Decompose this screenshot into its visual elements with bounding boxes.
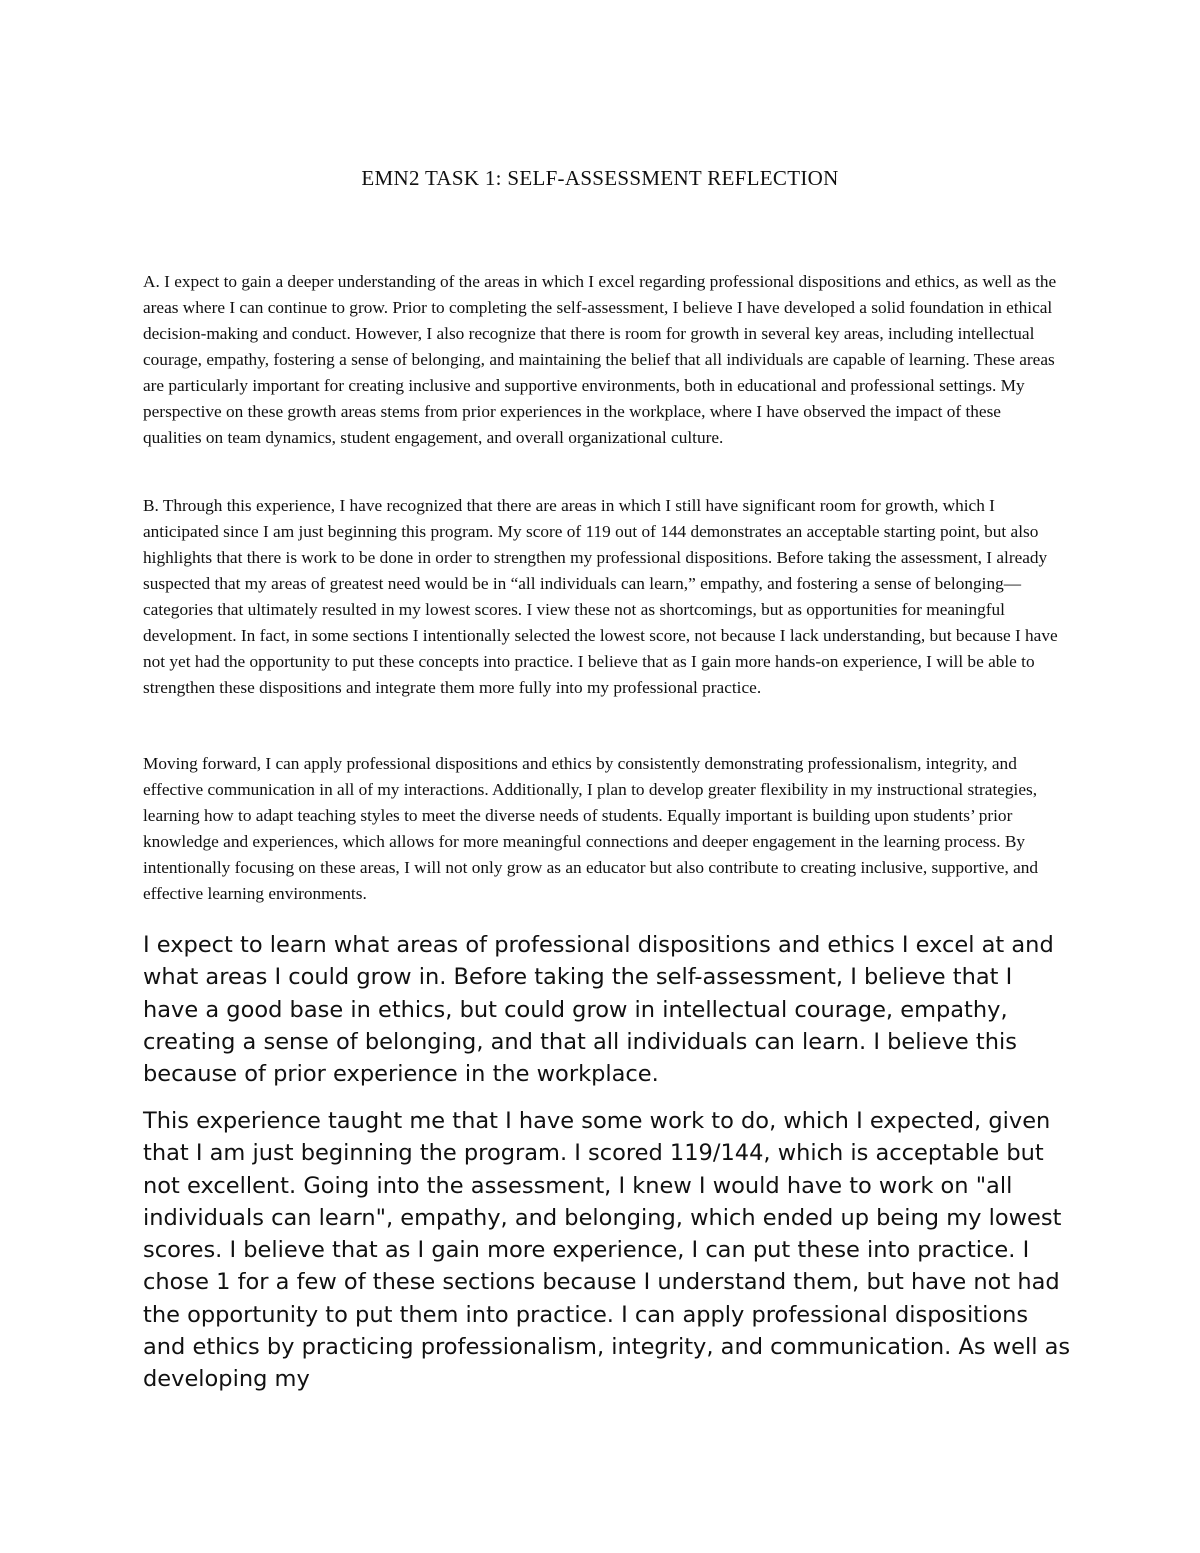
document-title: EMN2 TASK 1: SELF-ASSESSMENT REFLECTION [361,166,839,190]
draft-paragraph-2: This experience taught me that I have some work to do, which I expected, given that I am just beginning the program. I scored 119/144, which is acceptable but not excellent. Going into the assessment, I knew I would have to work on "all individuals can learn", empathy, and belonging, which ended up being my lowest scores. I believe that as I gain more experience, I can put these into practice. I chose 1 for a few of these sections because I understand them, but have not had the opportunity to put them into practice. I can apply professional dispositions and ethics by practicing professionalism, integrity, and communication. As well as developing my [143,1108,1071,1393]
paragraph-b: B. Through this experience, I have recognized that there are areas in which I still have significant room for growth, which I anticipated since I am just beginning this program. My score of 119 out of 144 demonstrates an acceptable starting point, but also highlights that there is work to be done in order to strengthen my professional dispositions. Before taking the assessment, I already suspected that my areas of greatest need would be in “all individuals can learn,” empathy, and fostering a sense of belonging—categories that ultimately resulted in my lowest scores. I view these not as shortcomings, but as opportunities for meaningful development. In fact, in some sections I intentionally selected the lowest score, not because I lack understanding, but because I have not yet had the opportunity to put these concepts into practice. I believe that as I gain more hands-on experience, I will be able to strengthen these dispositions and integrate them more fully into my professional practice. [143,496,1058,697]
paragraph-c: Moving forward, I can apply professional dispositions and ethics by consistently demonstrating professionalism, integrity, and effective communication in all of my interactions. Additionally, I plan to develop greater flexibility in my instructional strategies, learning how to adapt teaching styles to meet the diverse needs of students. Equally important is building upon students’ prior knowledge and experiences, which allows for more meaningful connections and deeper engagement in the learning process. By intentionally focusing on these areas, I will not only grow as an educator but also contribute to creating inclusive, supportive, and effective learning environments. [143,754,1039,903]
paragraph-a: A. I expect to gain a deeper understanding of the areas in which I excel regarding professional dispositions and ethics, as well as the areas where I can continue to grow. Prior to completing the self-assessment, I believe I have developed a solid foundation in ethical decision-making and conduct. However, I also recognize that there is room for growth in several key areas, including intellectual courage, empathy, fostering a sense of belonging, and maintaining the belief that all individuals are capable of learning. These areas are particularly important for creating inclusive and supportive environments, both in educational and professional settings. My perspective on these growth areas stems from prior experiences in the workplace, where I have observed the impact of these qualities on team dynamics, student engagement, and overall organizational culture. [143,272,1057,447]
draft-paragraph-1: I expect to learn what areas of professional dispositions and ethics I excel at and what areas I could grow in. Before taking the self-assessment, I believe that I have a good base in ethics, but could grow in intellectual courage, empathy, creating a sense of belonging, and that all individuals can learn. I believe this because of prior experience in the workplace. [143,932,1054,1088]
